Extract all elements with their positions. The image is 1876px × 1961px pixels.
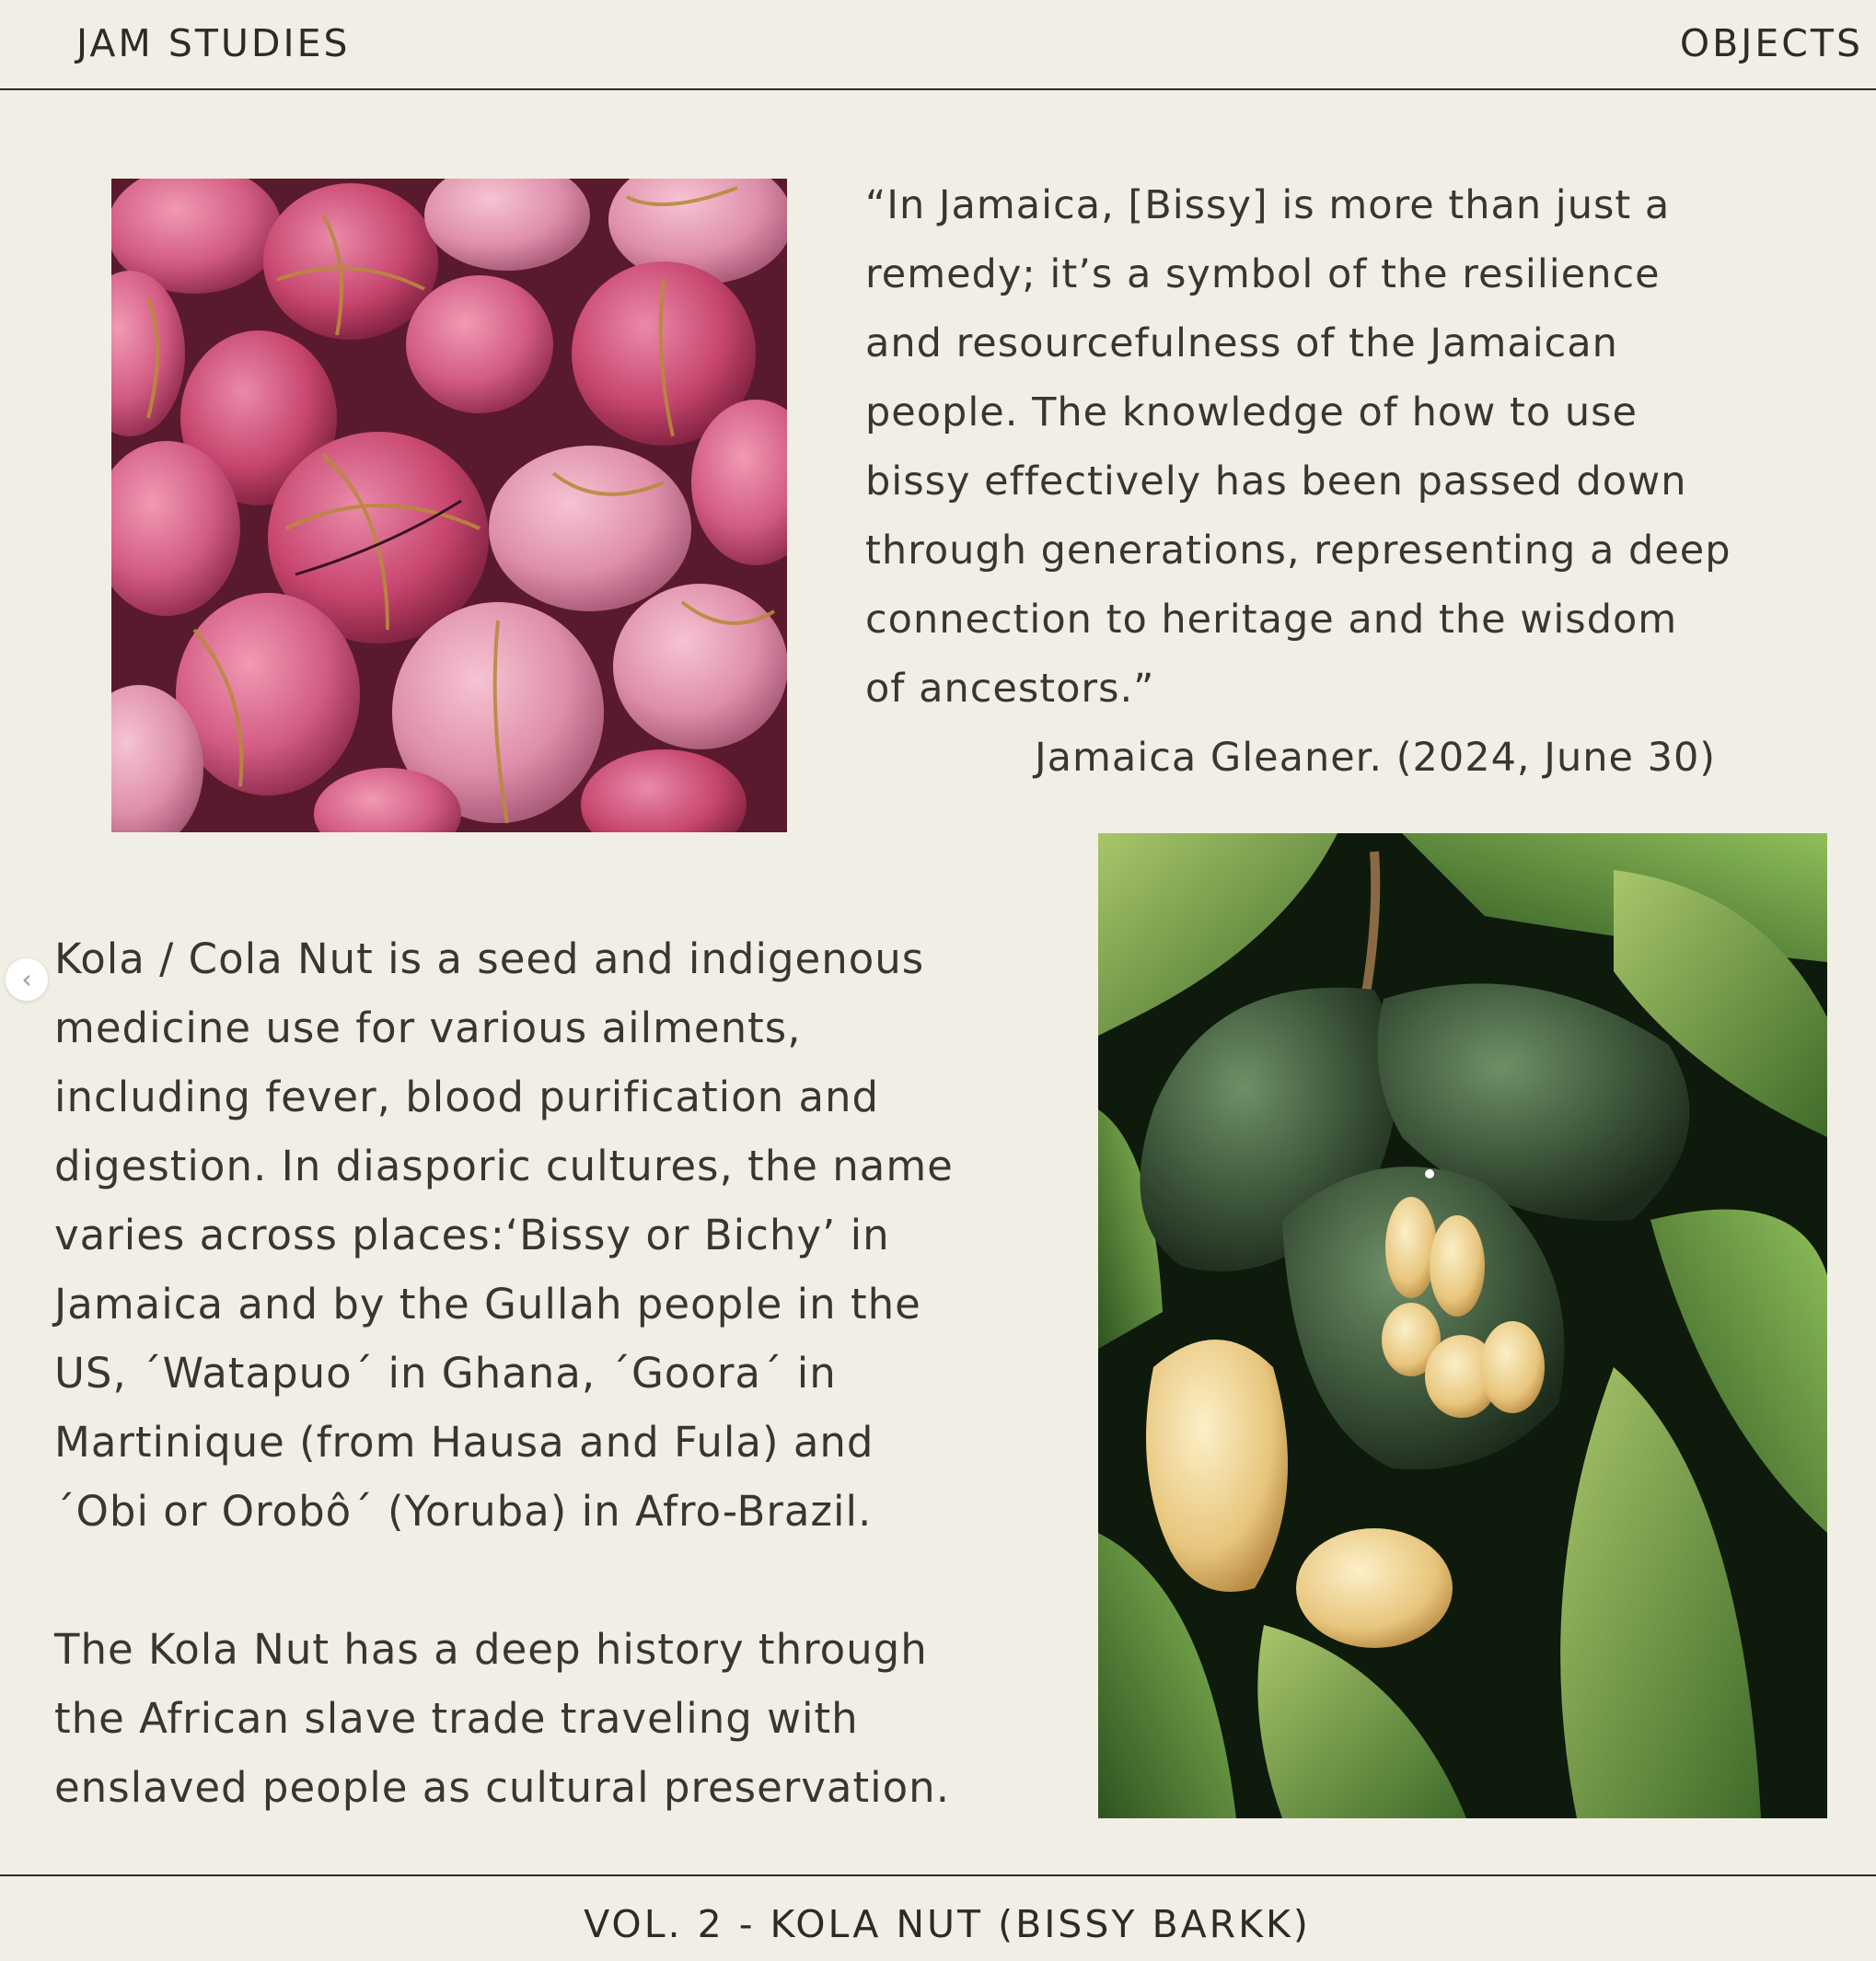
bissy-quote: “In Jamaica, [Bissy] is more than just a remedy; it’s a symbol of the resilience and resourcefulness of the Jamaican people. The knowledge of how to use bissy effectively has been passed down through generations, representing a deep connection to heritage and the wisdom of ancestors.” — [865, 182, 1731, 712]
kola-nut-paragraph-1: Kola / Cola Nut is a seed and indigenous medicine use for various ailments, including fever, blood purification and digestion. In diasporic cultures, the name varies across places:‘Bissy or Bichy’ in Jamaica and by the Gullah people in the US, ´Watapuo´ in Ghana, ´Goora´ in Martinique (from Hausa and Fula) and ´Obi or Orobô´ (Yoruba) in Afro-Brazil. — [54, 934, 954, 1536]
quote-citation: Jamaica Gleaner. (2024, June 30) — [1035, 735, 1717, 781]
chevron-left-icon: ‹ — [21, 964, 32, 994]
brand-logo-text[interactable]: JAM STUDIES — [76, 21, 351, 65]
nav-objects-link[interactable]: OBJECTS — [1679, 21, 1863, 65]
kola-nut-paragraph-2: The Kola Nut has a deep history through the African slave trade traveling with enslaved people as cultural preservation. — [54, 1625, 950, 1812]
site-footer — [0, 1874, 1876, 1961]
carousel-prev-button[interactable] — [6, 958, 48, 1001]
volume-title: VOL. 2 - KOLA NUT (BISSY BARKK) — [584, 1902, 1311, 1946]
kola-nuts-photo — [111, 179, 787, 832]
kola-pod-photo — [1098, 833, 1827, 1818]
site-header — [0, 0, 1876, 90]
